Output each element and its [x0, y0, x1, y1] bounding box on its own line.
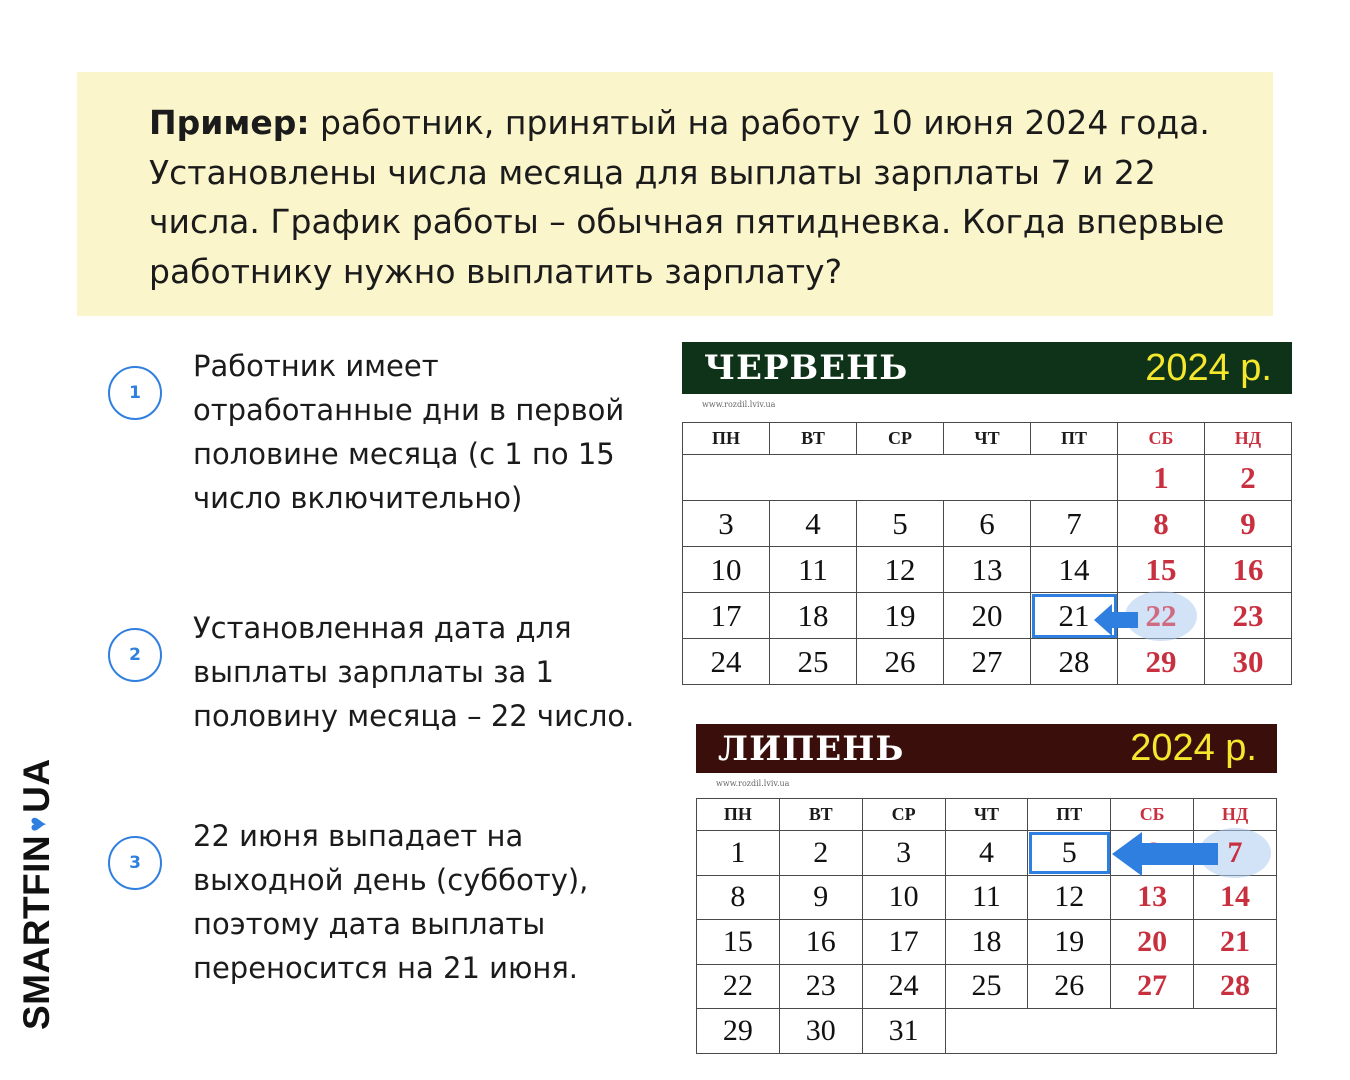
arrow-left-icon	[1094, 600, 1138, 640]
calendar-day	[862, 831, 945, 876]
calendar-day	[945, 875, 1028, 920]
calendar-day	[1031, 547, 1118, 593]
calendar-day	[1205, 455, 1292, 501]
calendar-day	[857, 593, 944, 639]
calendar-day	[1205, 639, 1292, 685]
calendar-week	[697, 964, 1277, 1009]
calendar-day	[779, 964, 862, 1009]
heart-icon: ♥	[21, 815, 52, 832]
calendar-day-number: 17	[888, 924, 919, 958]
calendar-day	[862, 964, 945, 1009]
calendar-week	[683, 593, 1292, 639]
calendar-day-number: 26	[884, 643, 916, 679]
calendar-day-number: 23	[805, 969, 836, 1003]
calendar-day	[697, 875, 780, 920]
calendar-empty-cell	[683, 455, 770, 501]
calendar-day	[697, 831, 780, 876]
calendar-day	[1194, 964, 1277, 1009]
calendar-grid-june	[682, 422, 1292, 685]
calendar-day-number: 30	[1232, 643, 1264, 679]
calendar-day-number: 19	[884, 597, 916, 633]
calendar-day	[1028, 920, 1111, 965]
calendar-empty-cell	[1031, 455, 1118, 501]
calendar-day	[862, 1009, 945, 1054]
calendar-day	[779, 831, 862, 876]
calendar-day	[1028, 875, 1111, 920]
calendar-day-number: 4	[978, 835, 994, 869]
calendar-day-number: 1	[730, 835, 746, 869]
calendar-day-number: 27	[971, 643, 1003, 679]
calendar-day-number: 30	[805, 1013, 836, 1047]
calendar-day-number: 18	[971, 924, 1002, 958]
calendar-day-number: 12	[1054, 880, 1085, 914]
calendar-day	[1194, 875, 1277, 920]
example-box	[77, 72, 1273, 316]
weekday-5: СБ	[1111, 799, 1194, 831]
calendar-day	[945, 964, 1028, 1009]
weekday-6: НД	[1205, 423, 1292, 455]
calendar-day-number: 24	[710, 643, 742, 679]
calendar-day-number: 7	[1227, 835, 1243, 869]
example-body: работник, принятый на работу 10 июня 2024 года. Установлены числа месяца для выплаты зарплаты 7 и 22 числа. График работы – обычная пятидневка. Когда впервые работнику нужно выплатить зарплату?	[149, 103, 1225, 291]
calendar-week	[697, 920, 1277, 965]
calendar-day	[697, 920, 780, 965]
calendar-empty-cell	[1028, 1009, 1111, 1054]
weekday-3: ЧТ	[945, 799, 1028, 831]
calendar-day-number: 10	[888, 880, 919, 914]
calendar-day-number: 5	[892, 505, 908, 541]
calendar-day-number: 22	[1145, 597, 1177, 633]
calendar-day	[1205, 593, 1292, 639]
calendar-day	[1118, 455, 1205, 501]
calendar-day	[857, 547, 944, 593]
weekday-3: ЧТ	[944, 423, 1031, 455]
calendar-day	[770, 593, 857, 639]
calendar-day-number: 20	[1137, 924, 1168, 958]
calendar-day-number: 31	[888, 1013, 919, 1047]
calendar-empty-cell	[857, 455, 944, 501]
weekday-4: ПТ	[1031, 423, 1118, 455]
calendar-day	[683, 547, 770, 593]
calendar-day-number: 20	[971, 597, 1003, 633]
calendar-day-number: 9	[813, 880, 829, 914]
calendar-day-number: 14	[1058, 551, 1090, 587]
calendar-day	[1111, 875, 1194, 920]
calendar-day	[683, 639, 770, 685]
calendar-day-number: 27	[1137, 969, 1168, 1003]
calendar-day	[1194, 920, 1277, 965]
calendar-day-number: 18	[797, 597, 829, 633]
calendar-empty-cell	[944, 455, 1031, 501]
calendar-site-june: www.rozdil.lviv.ua	[702, 400, 776, 409]
calendar-empty-cell	[945, 1009, 1028, 1054]
calendar-week	[683, 455, 1292, 501]
calendar-day	[683, 593, 770, 639]
calendar-day-number: 2	[813, 835, 829, 869]
brand-logo	[16, 758, 58, 1030]
calendar-day-number: 2	[1240, 459, 1256, 495]
calendar-day-number: 29	[1145, 643, 1177, 679]
example-text	[149, 98, 1249, 296]
calendar-day	[857, 639, 944, 685]
calendar-day-number: 3	[718, 505, 734, 541]
calendar-day	[779, 1009, 862, 1054]
calendar-day-number: 28	[1058, 643, 1090, 679]
calendar-day-number: 19	[1054, 924, 1085, 958]
calendar-day	[1118, 639, 1205, 685]
calendar-day	[945, 920, 1028, 965]
calendar-day-number: 17	[710, 597, 742, 633]
calendar-day-number: 23	[1232, 597, 1264, 633]
calendar-day-number: 11	[972, 880, 1001, 914]
step-text-3: 22 июня выпадает на выходной день (субботу), поэтому дата выплаты переносится на 21 июня.	[193, 819, 589, 985]
calendar-day-number: 1	[1153, 459, 1169, 495]
brand-left: SMARTFIN	[16, 834, 57, 1030]
calendar-day-number: 21	[1058, 597, 1090, 633]
calendar-day-number: 5	[1061, 835, 1077, 869]
step-text-2: Установленная дата для выплаты зарплаты за 1 половину месяца – 22 число.	[193, 611, 635, 733]
calendar-month-july: ЛИПЕНЬ	[718, 728, 905, 769]
calendar-day	[944, 547, 1031, 593]
calendar-day	[862, 875, 945, 920]
calendar-day	[1111, 964, 1194, 1009]
calendar-year-july: 2024 р.	[1130, 727, 1257, 769]
calendar-day	[1118, 501, 1205, 547]
calendar-day-number: 11	[798, 551, 828, 587]
calendar-day	[1205, 547, 1292, 593]
calendar-day-number: 24	[888, 969, 919, 1003]
calendar-empty-cell	[1111, 1009, 1194, 1054]
calendar-day-number: 14	[1220, 880, 1251, 914]
calendar-day	[944, 501, 1031, 547]
calendar-day-number: 6	[979, 505, 995, 541]
calendar-day	[770, 501, 857, 547]
weekday-0: ПН	[697, 799, 780, 831]
calendar-day	[944, 593, 1031, 639]
calendar-day-number: 8	[730, 880, 746, 914]
calendar-day-number: 10	[710, 551, 742, 587]
calendar-day-number: 15	[1145, 551, 1177, 587]
weekday-4: ПТ	[1028, 799, 1111, 831]
calendar-week	[697, 1009, 1277, 1054]
calendar-day	[697, 1009, 780, 1054]
calendar-week	[683, 501, 1292, 547]
calendar-day-number: 13	[971, 551, 1003, 587]
weekday-6: НД	[1194, 799, 1277, 831]
calendar-header-july	[696, 724, 1277, 773]
calendar-day	[1205, 501, 1292, 547]
calendar-day-number: 28	[1220, 969, 1251, 1003]
calendar-year-june: 2024 р.	[1145, 346, 1272, 389]
calendar-day-number: 25	[797, 643, 829, 679]
calendar-day-number: 21	[1220, 924, 1251, 958]
calendar-day	[683, 501, 770, 547]
calendar-day	[1111, 920, 1194, 965]
calendar-day	[944, 639, 1031, 685]
calendar-day-number: 12	[884, 551, 916, 587]
calendar-day	[779, 875, 862, 920]
calendar-day	[945, 831, 1028, 876]
calendar-day-number: 13	[1137, 880, 1168, 914]
calendar-day-number: 25	[971, 969, 1002, 1003]
calendar-day	[697, 964, 780, 1009]
brand-right: UA	[16, 758, 57, 813]
calendar-site-july: www.rozdil.lviv.ua	[716, 779, 790, 788]
step-number-2: 2	[108, 628, 162, 682]
calendar-day	[1118, 547, 1205, 593]
calendar-day-number: 9	[1240, 505, 1256, 541]
calendar-day	[862, 920, 945, 965]
calendar-day-number: 29	[722, 1013, 753, 1047]
calendar-week	[683, 547, 1292, 593]
weekday-1: ВТ	[770, 423, 857, 455]
calendar-day	[770, 547, 857, 593]
calendar-day-number: 26	[1054, 969, 1085, 1003]
step-number-1: 1	[108, 366, 162, 420]
calendar-day-number: 7	[1066, 505, 1082, 541]
calendar-day-number: 8	[1153, 505, 1169, 541]
arrow-left-long-icon	[1112, 830, 1218, 878]
calendar-day	[1028, 831, 1111, 876]
calendar-week	[697, 875, 1277, 920]
weekday-0: ПН	[683, 423, 770, 455]
calendar-week	[683, 639, 1292, 685]
calendar-day	[857, 501, 944, 547]
weekday-5: СБ	[1118, 423, 1205, 455]
calendar-day-number: 15	[722, 924, 753, 958]
calendar-day	[1031, 501, 1118, 547]
calendar-day	[770, 639, 857, 685]
step-text-1: Работник имеет отработанные дни в первой половине месяца (с 1 по 15 число включительно)	[193, 349, 625, 515]
weekday-2: СР	[857, 423, 944, 455]
calendar-month-june: ЧЕРВЕНЬ	[704, 348, 909, 388]
calendar-day-number: 3	[896, 835, 912, 869]
calendar-empty-cell	[770, 455, 857, 501]
calendar-empty-cell	[1194, 1009, 1277, 1054]
calendar-day	[1028, 964, 1111, 1009]
example-label: Пример:	[149, 103, 310, 142]
calendar-day	[779, 920, 862, 965]
calendar-day	[1031, 639, 1118, 685]
step-number-3: 3	[108, 836, 162, 890]
weekday-1: ВТ	[779, 799, 862, 831]
calendar-day-number: 16	[805, 924, 836, 958]
calendar-day-number: 22	[722, 969, 753, 1003]
calendar-header-june	[682, 342, 1292, 394]
calendar-day-number: 16	[1232, 551, 1264, 587]
calendar-day-number: 4	[805, 505, 821, 541]
weekday-2: СР	[862, 799, 945, 831]
